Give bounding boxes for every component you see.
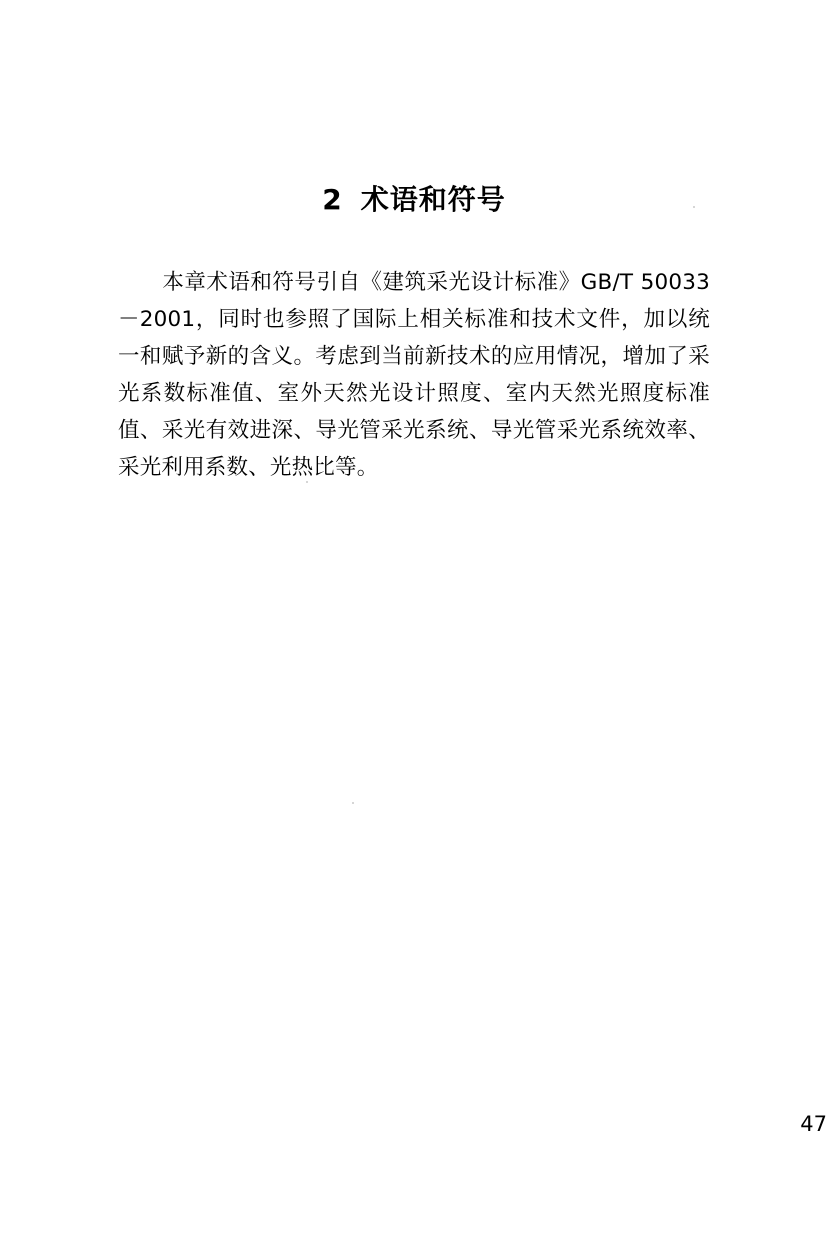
chapter-number: 2: [322, 183, 343, 216]
body-paragraph: [118, 264, 710, 486]
page-content: [118, 0, 710, 1241]
chapter-heading: [118, 183, 710, 217]
chapter-title-text: 术语和符号: [360, 183, 506, 216]
paragraph-text: 本章术语和符号引自《建筑采光设计标准》GB/T 50033－2001，同时也参照了国际上相关标准和技术文件，加以统一和赋予新的含义。考虑到当前新技术的应用情况，增加了采光系数标准值、室外天然光设计照度、室内天然光照度标准值、采光有效进深、导光管采光系统、导光管采光系统效率、采光利用系数、光热比等。: [118, 269, 710, 480]
page-number: 47: [800, 1112, 827, 1136]
